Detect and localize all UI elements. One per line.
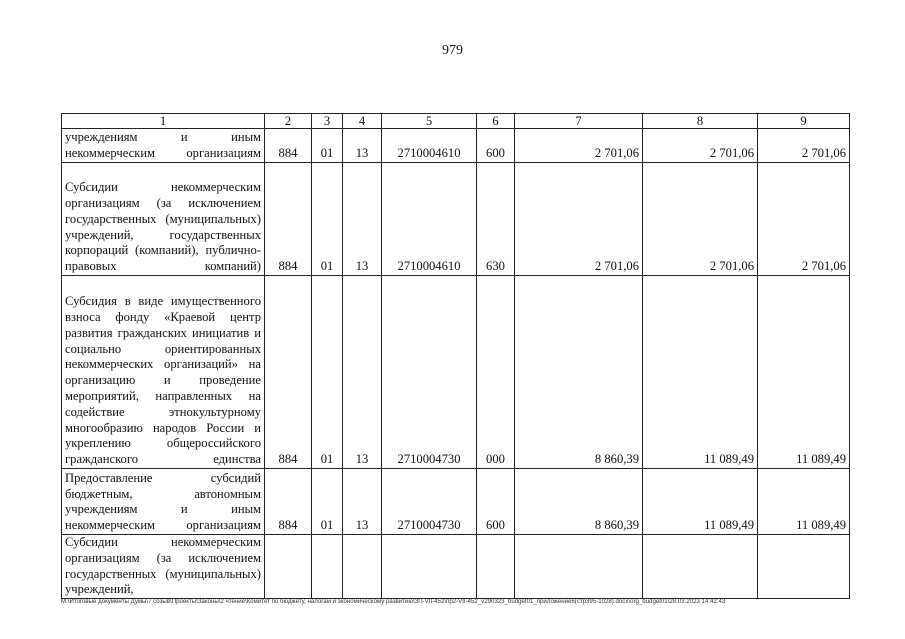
row-code-4: 13	[343, 276, 382, 469]
header-cell: 4	[343, 114, 382, 129]
row-code-2: 884	[265, 276, 312, 469]
row-code-2: 884	[265, 129, 312, 163]
row-amount-8	[643, 535, 758, 599]
page-number: 979	[442, 43, 463, 58]
row-amount-9: 2 701,06	[758, 129, 850, 163]
row-code-5: 2710004730	[382, 469, 477, 535]
row-amount-8: 11 089,49	[643, 276, 758, 469]
row-amount-7	[515, 535, 643, 599]
row-amount-8: 2 701,06	[643, 163, 758, 276]
row-name: Субсидия в виде имущественного взноса фонду «Краевой центр развития гражданских инициатив и социально ориентированных некоммерческих организаций» на организацию и проведение мероприятий, направленных на содействие этнокультурному многообразию народов России и укреплению общероссийского гражданского единства	[62, 276, 265, 469]
row-amount-8: 11 089,49	[643, 469, 758, 535]
row-amount-9	[758, 535, 850, 599]
table-header-row	[62, 114, 850, 129]
row-code-2: 884	[265, 469, 312, 535]
row-name: Субсидии некоммерческим организациям (за исключением государственных (муниципальных) учреждений,	[62, 535, 265, 599]
row-code-2: 884	[265, 163, 312, 276]
document-path-footer: М:\Итоговые документы Думы\7 созыв\Проекты\Законы\2 чтение\Комитет по бюджету, налогам и экономическому развитию\ЗП-VII-452\пр2-VII-452_v290323_budget01_приложение6(стр395-1028).docx\org_budget01\28.03.2023 14:42:43	[61, 598, 726, 605]
row-code-6	[477, 535, 515, 599]
row-code-2	[265, 535, 312, 599]
row-code-4: 13	[343, 129, 382, 163]
row-code-5: 2710004610	[382, 163, 477, 276]
table-row	[62, 469, 850, 535]
row-amount-9: 11 089,49	[758, 276, 850, 469]
row-code-4: 13	[343, 163, 382, 276]
row-code-3: 01	[312, 276, 343, 469]
row-amount-9: 11 089,49	[758, 469, 850, 535]
row-name: учреждениям и иным некоммерческим организациям	[62, 129, 265, 163]
row-amount-8: 2 701,06	[643, 129, 758, 163]
header-cell: 8	[643, 114, 758, 129]
header-cell: 9	[758, 114, 850, 129]
row-code-3: 01	[312, 469, 343, 535]
row-code-6: 600	[477, 129, 515, 163]
row-code-3: 01	[312, 129, 343, 163]
header-cell: 7	[515, 114, 643, 129]
row-code-5: 2710004730	[382, 276, 477, 469]
row-amount-7: 8 860,39	[515, 469, 643, 535]
budget-table	[61, 113, 850, 599]
header-cell: 1	[62, 114, 265, 129]
row-name: Предоставление субсидий бюджетным, автономным учреждениям и иным некоммерческим организациям	[62, 469, 265, 535]
row-code-3	[312, 535, 343, 599]
table-row	[62, 276, 850, 469]
row-amount-9: 2 701,06	[758, 163, 850, 276]
header-cell: 6	[477, 114, 515, 129]
row-code-6: 630	[477, 163, 515, 276]
header-cell: 5	[382, 114, 477, 129]
row-code-5	[382, 535, 477, 599]
table-row	[62, 163, 850, 276]
row-code-4	[343, 535, 382, 599]
row-code-3: 01	[312, 163, 343, 276]
table-row	[62, 129, 850, 163]
row-amount-7: 8 860,39	[515, 276, 643, 469]
row-code-6: 000	[477, 276, 515, 469]
header-cell: 3	[312, 114, 343, 129]
row-code-5: 2710004610	[382, 129, 477, 163]
row-name: Субсидии некоммерческим организациям (за исключением государственных (муниципальных) учреждений, государственных корпораций (компаний), публично-правовых компаний)	[62, 163, 265, 276]
row-code-6: 600	[477, 469, 515, 535]
row-amount-7: 2 701,06	[515, 163, 643, 276]
header-cell: 2	[265, 114, 312, 129]
table-row	[62, 535, 850, 599]
row-amount-7: 2 701,06	[515, 129, 643, 163]
row-code-4: 13	[343, 469, 382, 535]
